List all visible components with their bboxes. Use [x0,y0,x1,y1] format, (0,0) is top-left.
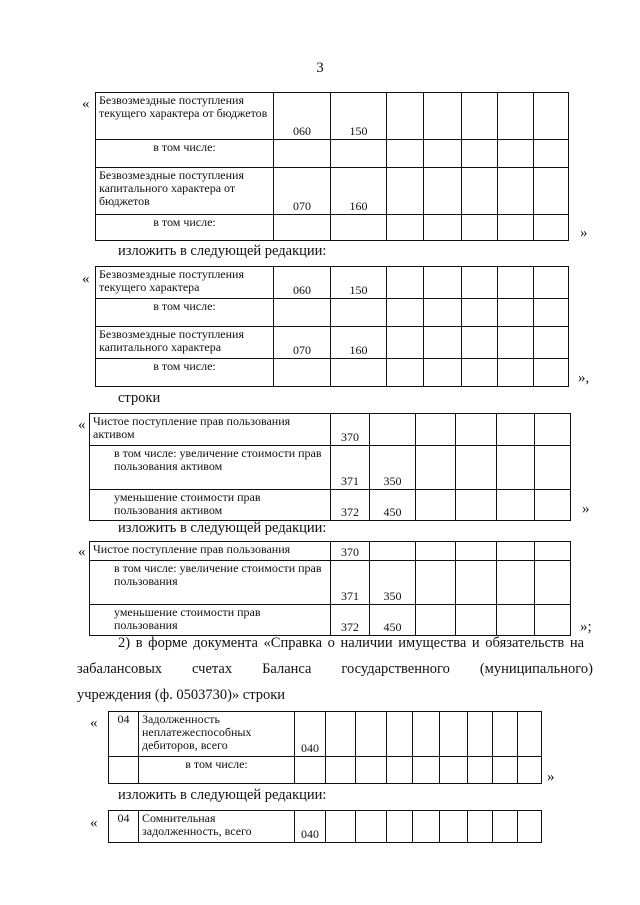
section-heading: изложить в следующей редакции: [118,243,327,259]
table-row [109,811,542,843]
row-code: 070 [274,327,331,359]
table-original-income [95,92,569,241]
table-row [90,446,571,490]
row-line-code: 160 [331,327,387,359]
section-heading: изложить в следующей редакции: [118,787,327,803]
table-row [90,542,571,561]
table-row [96,267,569,299]
row-code: 040 [295,811,326,843]
row-number [109,757,139,784]
word: забалансовых [77,661,163,677]
table-row [90,561,571,605]
page-number: 3 [316,60,324,76]
table-row [109,757,542,784]
table-row [96,327,569,359]
row-line-code: 150 [331,93,387,140]
table-original-offbalance [108,711,542,784]
table-row [90,490,571,521]
open-quote: « [90,815,98,831]
row-code: 372 [331,605,370,636]
row-name: в том числе: [96,215,274,241]
row-line-code: 350 [370,446,416,490]
row-name: в том числе: увеличение стоимости прав пользования [90,561,331,605]
row-line-code: 160 [331,168,387,215]
row-code: 371 [331,446,370,490]
row-code: 371 [331,561,370,605]
table-row [96,299,569,327]
row-code: 370 [331,414,370,446]
table-row [96,359,569,387]
table-original-rights [89,413,571,521]
row-line-code [370,414,416,446]
row-name: в том числе: [96,140,274,168]
row-code: 370 [331,542,370,561]
row-number: 04 [109,811,139,843]
table-row [96,168,569,215]
row-name: уменьшение стоимости прав пользования [90,605,331,636]
word: Баланса [262,661,312,677]
row-name: в том числе: увеличение стоимости прав пользования активом [90,446,331,490]
close-quote: » [547,769,555,785]
row-name: уменьшение стоимости прав пользования активом [90,490,331,521]
row-name: Сомнительная задолженность, всего [139,811,295,843]
word: государственного [341,661,450,677]
row-name: в том числе: [96,359,274,387]
row-code: 040 [295,712,326,757]
table-row [90,414,571,446]
open-quote: « [82,96,90,112]
row-name: Безвозмездные поступления капитального характера [96,327,274,359]
row-code [295,757,326,784]
row-name: Чистое поступление прав пользования [90,542,331,561]
row-name: Безвозмездные поступления текущего характера [96,267,274,299]
open-quote: « [78,417,86,433]
row-code: 372 [331,490,370,521]
word: счетах [192,661,233,677]
row-line-code [370,542,416,561]
table-row [96,215,569,241]
paragraph-line-2 [77,662,593,677]
row-code: 060 [274,267,331,299]
row-number: 04 [109,712,139,757]
table-row [90,605,571,636]
open-quote: « [90,715,98,731]
row-name: Безвозмездные поступления капитального характера от бюджетов [96,168,274,215]
section-heading: строки [118,390,161,406]
row-line-code: 450 [370,490,416,521]
table-revised-income [95,266,569,387]
close-quote: »; [580,619,592,635]
row-line-code: 450 [370,605,416,636]
open-quote: « [82,271,90,287]
row-code: 070 [274,168,331,215]
close-quote: », [578,370,590,386]
open-quote: « [78,544,86,560]
paragraph-line-3: учреждения (ф. 0503730)» строки [77,687,286,703]
table-row [96,93,569,140]
close-quote: » [580,225,588,241]
row-line-code: 350 [370,561,416,605]
row-line-code: 150 [331,267,387,299]
table-row [96,140,569,168]
table-row [109,712,542,757]
word: (муниципального) [479,661,593,677]
table-revised-rights [89,541,571,636]
table-revised-offbalance [108,810,542,843]
row-name: в том числе: [96,299,274,327]
close-quote: » [582,501,590,517]
row-name: Чистое поступление прав пользования активом [90,414,331,446]
section-heading: изложить в следующей редакции: [118,520,327,536]
paragraph-line-1: 2) в форме документа «Справка о наличии имущества и обязательств на [118,635,585,651]
row-name: Безвозмездные поступления текущего характера от бюджетов [96,93,274,140]
row-name: Задолженность неплатежеспособных дебиторов, всего [139,712,295,757]
row-name: в том числе: [139,757,295,784]
row-code: 060 [274,93,331,140]
